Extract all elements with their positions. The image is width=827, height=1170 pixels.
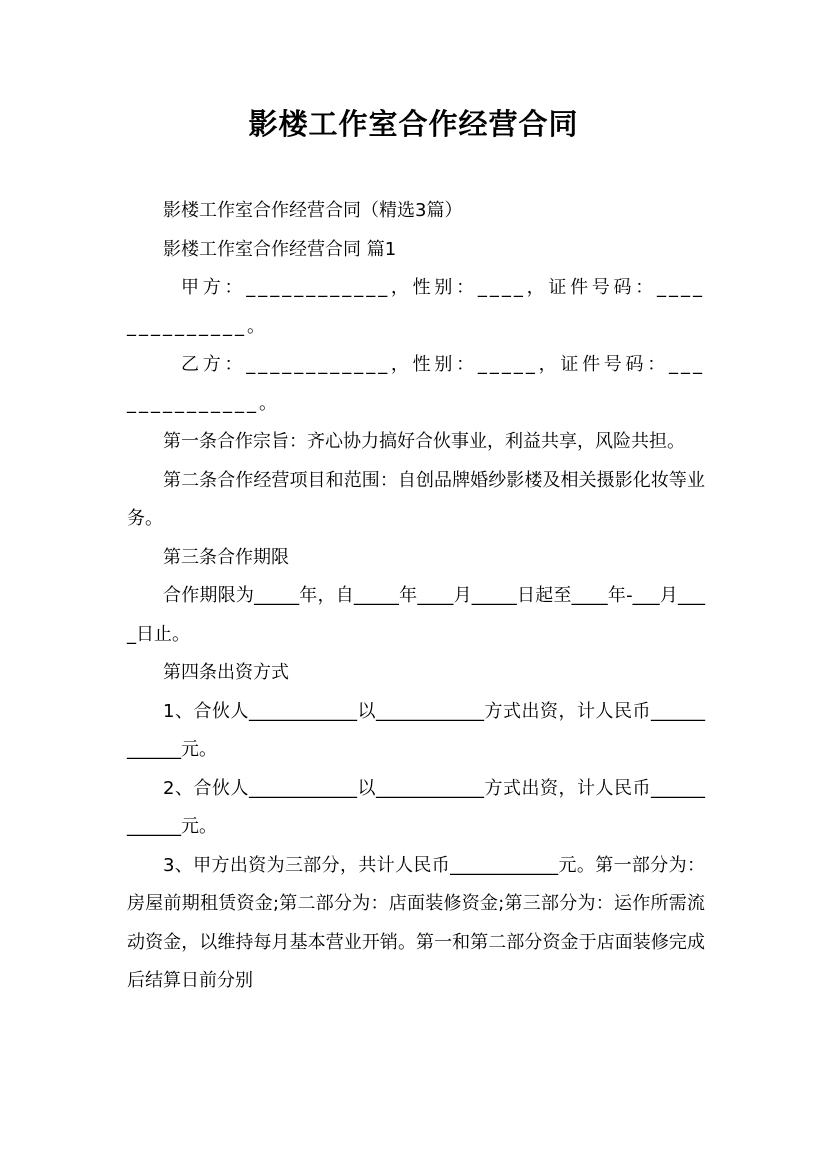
paragraph-article-4-heading: 第四条出资方式 <box>163 662 289 683</box>
paragraph-subtitle: 影楼工作室合作经营合同（精选3篇） <box>163 200 463 221</box>
document-title: 影楼工作室合作经营合同 <box>248 107 579 141</box>
document-body <box>127 192 705 1001</box>
paragraph-article-1: 第一条合作宗旨：齐心协力搞好合伙事业，利益共享，风险共担。 <box>163 431 685 452</box>
paragraph-article-4-item-2: 2、合伙人____________以____________方式出资，计人民币____________元。 <box>127 777 705 837</box>
paragraph-party-b: 乙方：____________，性别：_____，证件号码：______________。 <box>127 354 705 414</box>
paragraph-party-a: 甲方：____________，性别：____，证件号码：______________。 <box>127 277 705 337</box>
paragraph-article-2: 第二条合作经营项目和范围：自创品牌婚纱影楼及相关摄影化妆等业务。 <box>127 469 705 529</box>
paragraph-article-4-item-3: 3、甲方出资为三部分，共计人民币____________元。第一部分为：房屋前期租赁资金;第二部分为：店面装修资金;第三部分为：运作所需流动资金，以维持每月基本营业开销。第一和第二部分资金于店面装修完成后结算日前分别 <box>127 854 705 991</box>
paragraph-section-heading: 影楼工作室合作经营合同 篇1 <box>163 238 397 260</box>
paragraph-article-4-item-1: 1、合伙人____________以____________方式出资，计人民币____________元。 <box>127 700 705 760</box>
paragraph-article-3-heading: 第三条合作期限 <box>163 546 289 568</box>
paragraph-article-3-body: 合作期限为_____年，自_____年____月_____日起至____年-___月____日止。 <box>127 585 705 645</box>
